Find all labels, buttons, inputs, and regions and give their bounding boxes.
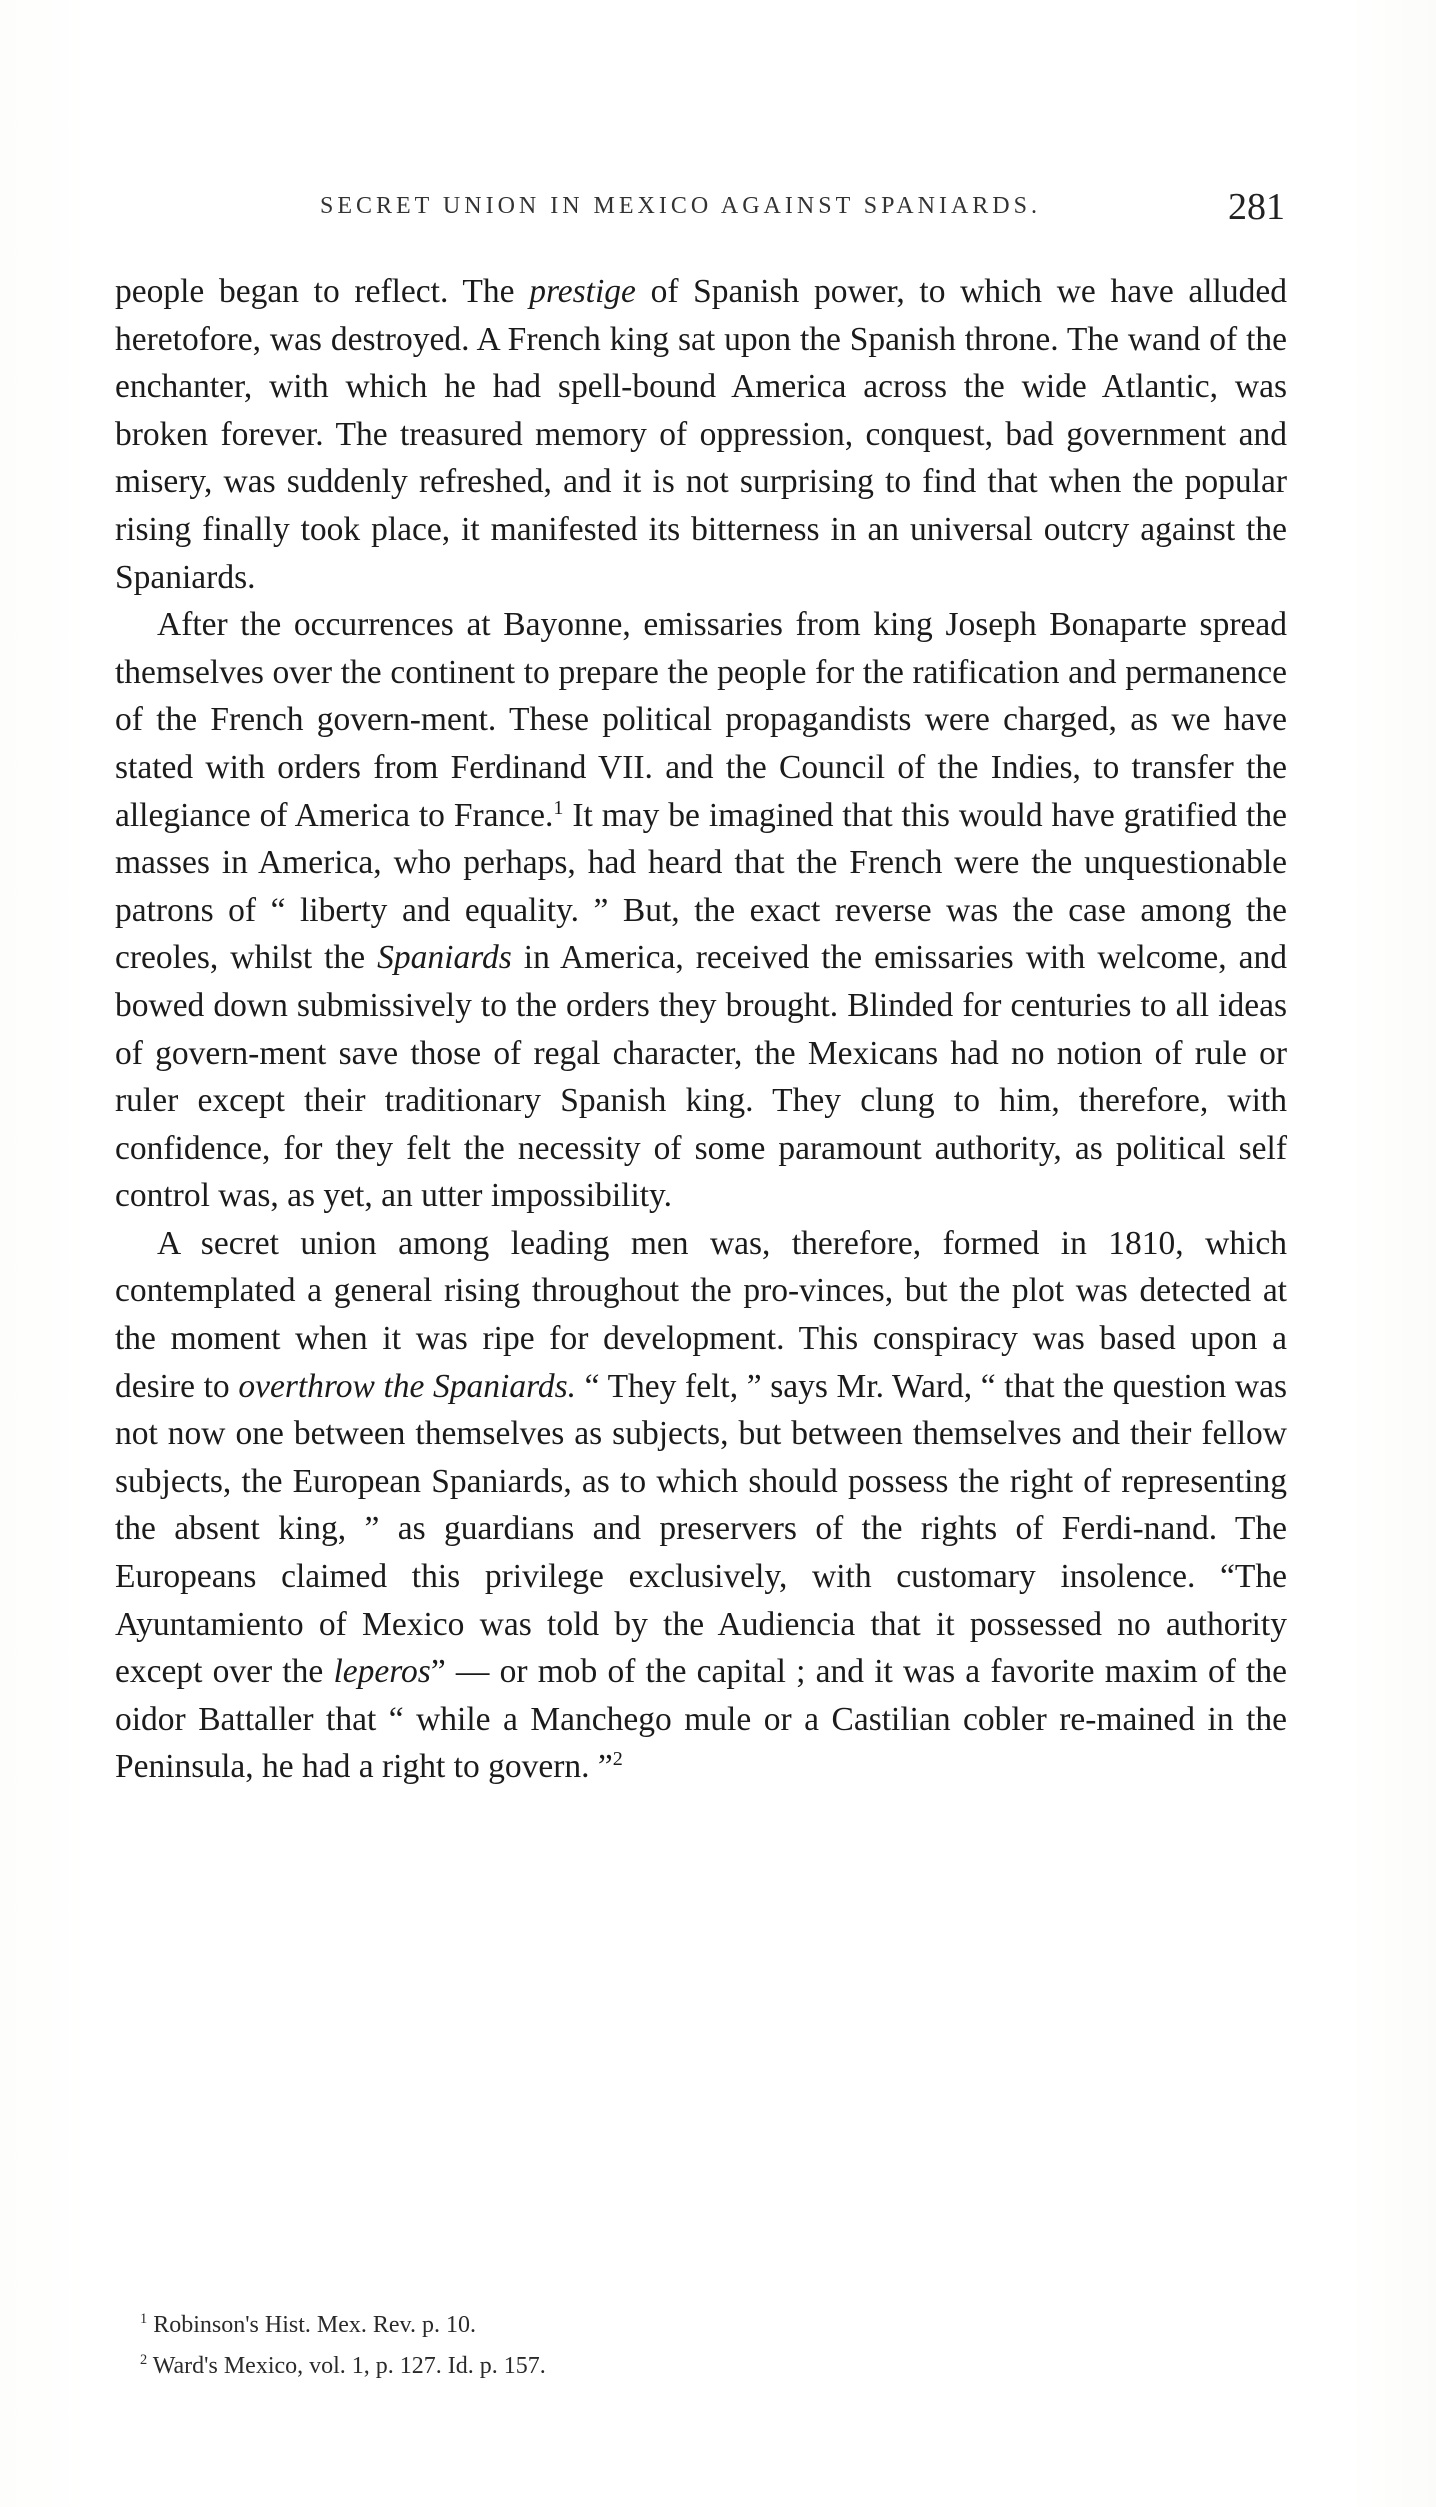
- footnote-text: Ward's Mexico, vol. 1, p. 127. Id. p. 157.: [152, 2353, 546, 2379]
- page-number: 281: [1228, 186, 1285, 228]
- footnote-marker: 1: [140, 2311, 148, 2327]
- paragraph: [115, 1220, 1287, 1791]
- running-title: SECRET UNION IN MEXICO AGAINST SPANIARDS.: [320, 193, 1041, 219]
- text-run: “ They felt, ” says Mr. Ward, “ that the question was not now one between themselves as subjects, but between themselves and their fellow subjects, the European Spaniards, as to which should possess the right of representing the absent king, ” as guardians and preservers of the rights of Ferdi-nand. The Europeans claimed this privilege exclusively, with customary insolence. “The Ayuntamiento of Mexico was told by the Audiencia that it possessed no authority except over the: [115, 1367, 1287, 1691]
- running-head: [115, 185, 1285, 235]
- text-run: people began to reflect. The: [115, 273, 530, 310]
- paragraph: [115, 601, 1287, 1220]
- text-run: After the occurrences at Bayonne, emissaries from king Joseph Bonaparte spread themselves over the continent to prepare the people for the ratification and permanence of the French govern-ment. These political propagandists were charged, as we have stated with orders from Ferdinand VII. and the Council of the Indies, to transfer the allegiance of America to France.: [115, 606, 1287, 834]
- text-run: of Spanish power, to which we have alluded heretofore, was destroyed. A French king sat upon the Spanish throne. The wand of the enchanter, with which he had spell-bound America across the wide Atlantic, was broken forever. The treasured memory of oppression, conquest, bad government and misery, was suddenly refreshed, and it is not surprising to find that when the popular rising finally took place, it manifested its bitterness in an universal outcry against the Spaniards.: [115, 273, 1287, 596]
- footnote: [140, 2346, 1240, 2387]
- italic-text: overthrow the Spaniards.: [238, 1367, 577, 1405]
- footnote-reference: 1: [553, 796, 564, 819]
- footnote-text: Robinson's Hist. Mex. Rev. p. 10.: [153, 2312, 476, 2338]
- footnote: [140, 2305, 1240, 2346]
- body-text: [115, 268, 1287, 1791]
- footnote-reference: 2: [612, 1748, 623, 1771]
- italic-text: Spaniards: [377, 939, 512, 977]
- footnotes: [140, 2305, 1240, 2387]
- footnote-marker: 2: [140, 2352, 148, 2368]
- italic-text: leperos: [333, 1653, 431, 1691]
- paragraph: [115, 268, 1287, 601]
- text-run: ” — or mob of the capital ; and it was a favorite maxim of the oidor Battaller that “ while a Manchego mule or a Castilian cobler re-mained in the Peninsula, he had a right to govern. ”: [115, 1653, 1287, 1786]
- text-run: in America, received the emissaries with welcome, and bowed down submissively to the orders they brought. Blinded for centuries to all ideas of govern-ment save those of regal character, the Mexicans had no notion of rule or ruler except their traditionary Spanish king. They clung to him, therefore, with confidence, for they felt the necessity of some paramount authority, as political self control was, as yet, an utter impossibility.: [115, 939, 1288, 1215]
- italic-text: prestige: [529, 273, 636, 310]
- text-run: It may be imagined that this would have gratified the masses in America, who perhaps, had heard that the French were the unquestionable patrons of “ liberty and equality. ” But, the exact reverse was the case among the creoles, whilst the: [115, 796, 1287, 977]
- text-run: A secret union among leading men was, therefore, formed in 1810, which contemplated a general rising throughout the pro-vinces, but the plot was detected at the moment when it was ripe for development. This conspiracy was based upon a desire to: [115, 1224, 1287, 1405]
